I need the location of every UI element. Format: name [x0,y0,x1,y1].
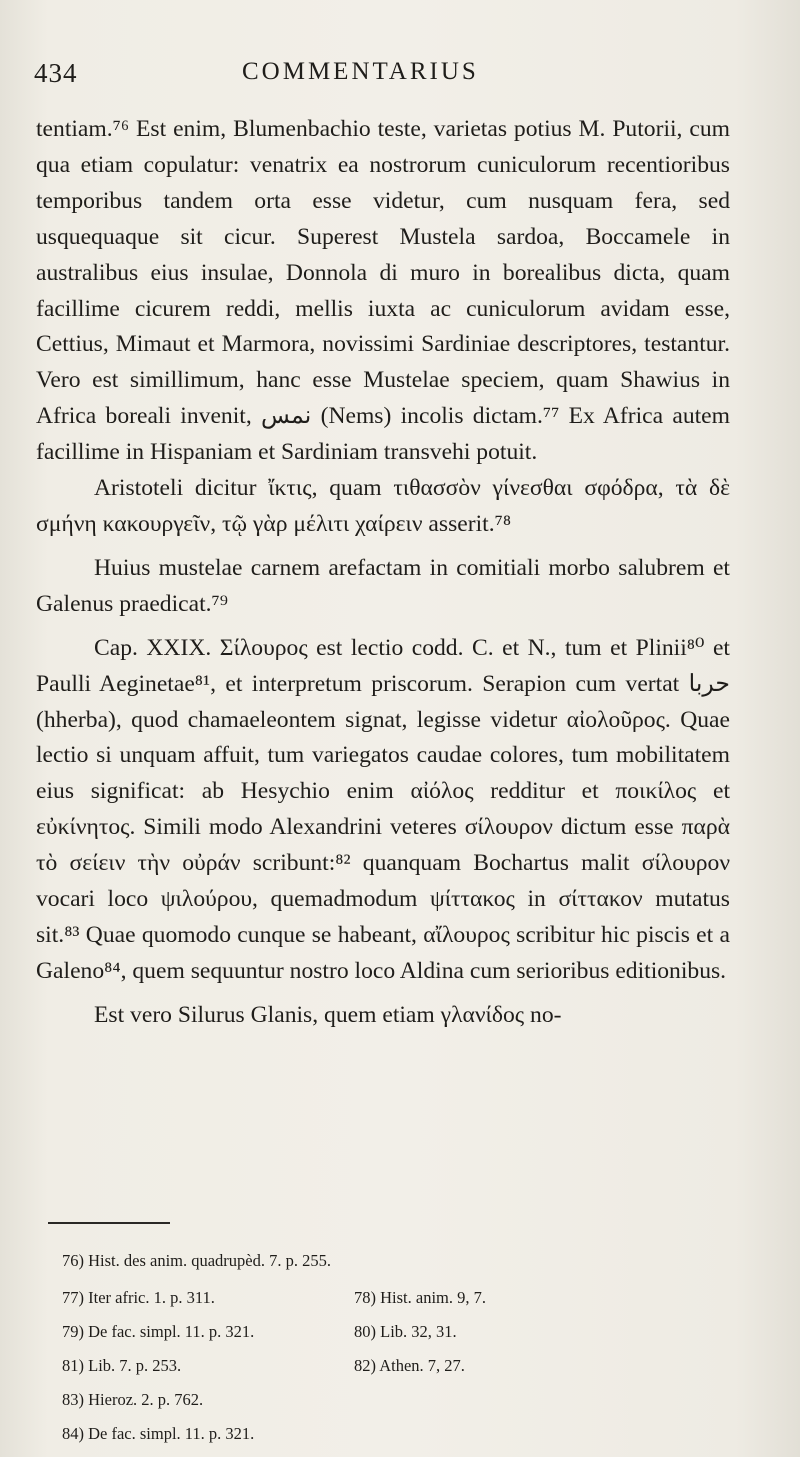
running-head: COMMENTARIUS [242,58,479,85]
footnote-83: 83) Hieroz. 2. p. 762. [62,1390,204,1409]
paragraph-silurus-glanis: Est vero Silurus Glanis, quem etiam γλανίδος no- [94,1001,562,1028]
footnote-row [62,1244,722,1281]
footnote-81: 81) Lib. 7. p. 253. [62,1356,182,1375]
footnote-78: 78) Hist. anim. 9, 7. [354,1288,486,1307]
footnote-row [62,1281,722,1315]
page-number: 434 [34,58,78,88]
footnote-divider [48,1222,170,1224]
footnote-76: 76) Hist. des anim. quadrupèd. 7. p. 255. [62,1251,332,1270]
footnotes [62,1244,722,1451]
footnote-row [62,1383,722,1417]
paragraph-aristoteles-iktis: Aristoteli dicitur ἴκτις, quam τιθασσὸν γίνεσθαι σφόδρα, τὰ δὲ σμήνη κακουργεῖν, τῷ γὰρ μέλιτι χαίρειν asserit.⁷⁸ [36,475,730,537]
footnote-82: 82) Athen. 7, 27. [354,1356,465,1375]
footnote-row [62,1417,722,1451]
paragraph-mustela-putorius: tentiam.⁷⁶ Est enim, Blumenbachio teste, varietas potius M. Putorii, cum qua etiam copulatur: venatrix ea nostrorum cuniculorum recentioribus temporibus tandem orta esse videtur, cum nusquam fera, sed usquequaque sit cicur. Superest Mustela sardoa, Boccamele in australibus eius insulae, Donnola di muro in borealibus dicta, quam facillime cicurem reddi, mellis iuxta ac cuniculorum avidam esse, Cettius, Mimaut et Marmora, novissimi Sardiniae descriptores, testantur. Vero est simillimum, hanc esse Mustelae speciem, quam Shawius in Africa boreali invenit, نمس (Nems) incolis dictam.⁷⁷ Ex Africa autem facillime in Hispaniam et Sardiniam transvehi potuit. [36,116,730,466]
footnote-79: 79) De fac. simpl. 11. p. 321. [62,1322,255,1341]
body-text [36,112,730,1034]
footnote-row [62,1349,722,1383]
footnote-80: 80) Lib. 32, 31. [354,1322,457,1341]
paragraph-cap-xxix: Cap. XXIX. Σίλουρος est lectio codd. C. et N., tum et Plinii⁸⁰ et Paulli Aeginetae⁸¹, et interpretum priscorum. Serapion cum vertat حربا (hherba), quod chamaeleontem signat, legisse videtur αἰολοῦρος. Quae lectio si unquam affuit, tum variegatos caudae colores, tum mobilitatem eius significat: ab Hesychio enim αἰόλος redditur et ποικίλος et εὐκίνητος. Simili modo Alexandrini veteres σίλουρον dictum esse παρὰ τὸ σείειν τὴν οὐράν scribunt:⁸² quanquam Bochartus malit σίλουρον vocari loco ψιλούρου, quemadmodum ψίττακος in σίττακον mutatus sit.⁸³ Quae quomodo cunque se habeant, αἴλουρος scribitur hic piscis et a Galeno⁸⁴, quem sequuntur nostro loco Aldina cum serioribus editionibus. [36,634,730,984]
page-header [34,58,734,98]
footnote-row [62,1315,722,1349]
footnote-84: 84) De fac. simpl. 11. p. 321. [62,1424,255,1443]
footnote-77: 77) Iter afric. 1. p. 311. [62,1288,215,1307]
paragraph-galenus: Huius mustelae carnem arefactam in comitiali morbo salubrem et Galenus praedicat.⁷⁹ [36,554,730,617]
